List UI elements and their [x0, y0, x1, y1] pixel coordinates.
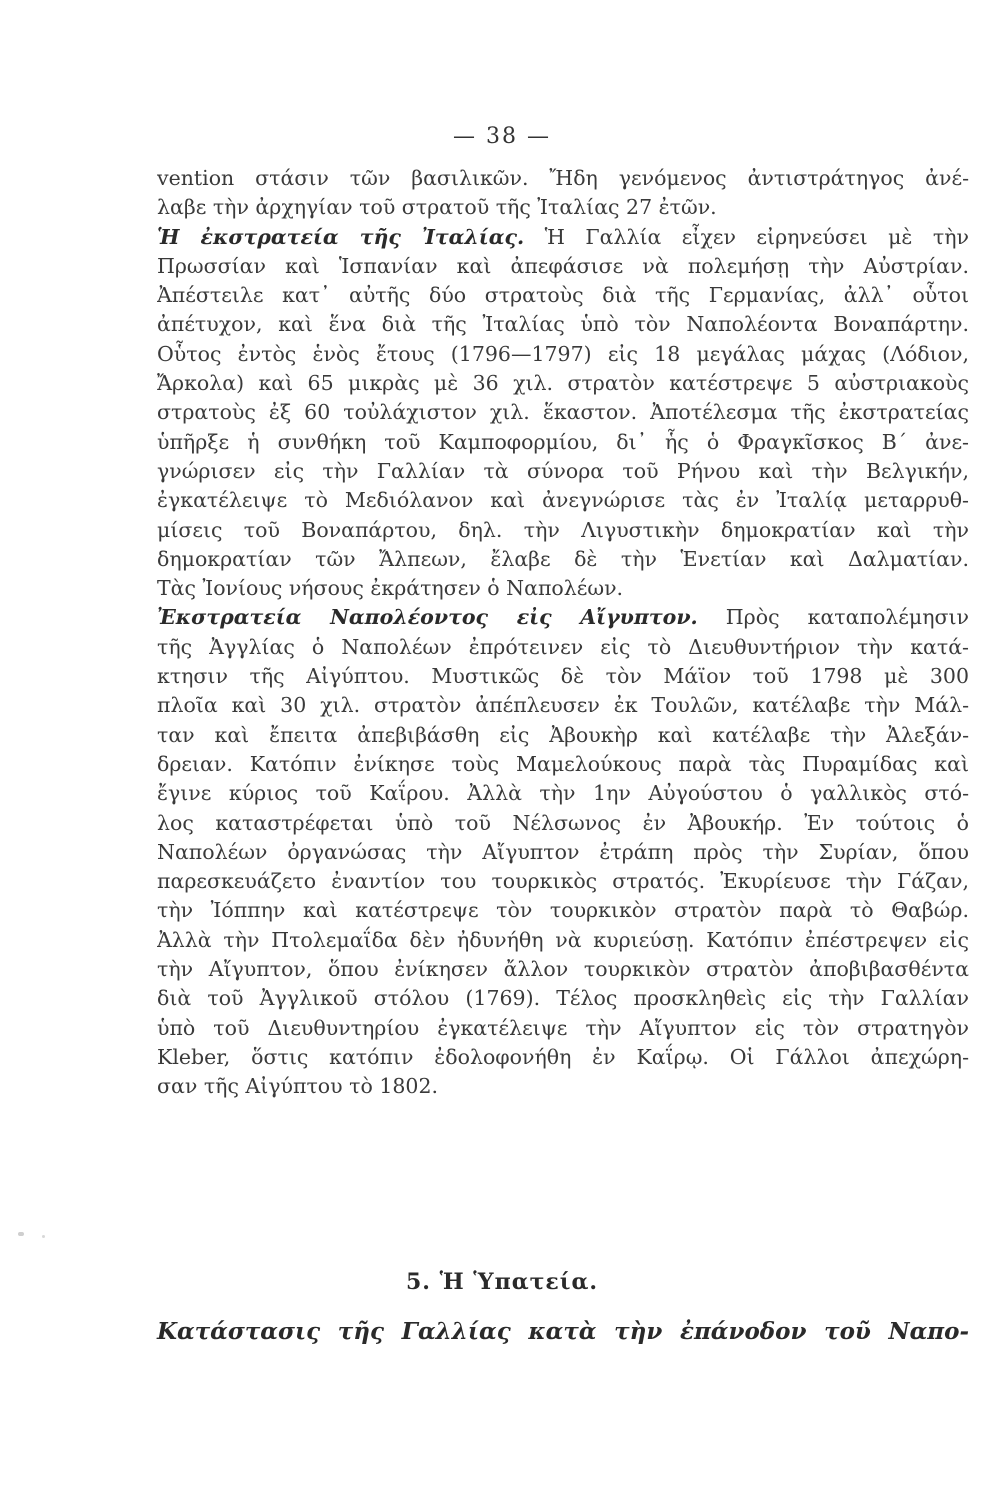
text-line: πλοῖα καὶ 30 χιλ. στρατὸν ἀπέπλευσεν ἐκ Τουλῶν, κατέλαβε τὴν Μάλ-	[157, 693, 969, 718]
text-line: Ἄρκολα) καὶ 65 μικρὰς μὲ 36 χιλ. στρατὸν κατέστρεψε 5 αὐστριακοὺς	[157, 371, 969, 396]
text-line: Kleber, ὅστις κατόπιν ἐδολοφονήθη ἐν Καΐρῳ. Οἱ Γάλλοι ἀπεχώρη-	[157, 1044, 969, 1069]
heading-egypt-campaign: Ἐκστρατεία Ναπολέοντος εἰς Αἴγυπτον.	[157, 605, 698, 630]
text-line: ἐγκατέλειψε τὸ Μεδιόλανον καὶ ἀνεγνώρισε τὰς ἐν Ἰταλίᾳ μεταρρυθ-	[157, 488, 969, 513]
text-line: ἔγινε κύριος τοῦ Καΐρου. Ἀλλὰ τὴν 1ην Αὐγούστου ὁ γαλλικὸς στό-	[157, 781, 969, 806]
text-segment: Πρὸς καταπολέμησιν	[725, 605, 969, 630]
text-line: Πρωσσίαν καὶ Ἱσπανίαν καὶ ἀπεφάσισε νὰ πολεμήσῃ τὴν Αὐστρίαν.	[157, 253, 969, 278]
text-line: κτησιν τῆς Αἰγύπτου. Μυστικῶς δὲ τὸν Μάϊον τοῦ 1798 μὲ 300	[157, 664, 969, 689]
text-line: Ναπολέων ὀργανώσας τὴν Αἴγυπτον ἐτράπη πρὸς τὴν Συρίαν, ὅπου	[157, 839, 969, 864]
section-title: 5. Ἡ Ὑπατεία.	[405, 1269, 599, 1295]
text-line: διὰ τοῦ Ἀγγλικοῦ στόλου (1769). Τέλος προσκληθεὶς εἰς τὴν Γαλλίαν	[157, 986, 969, 1011]
text-line: Τὰς Ἰονίους νήσους ἐκράτησεν ὁ Ναπολέων.	[157, 576, 624, 601]
text-line: Ἀλλὰ τὴν Πτολεμαΐδα δὲν ἠδυνήθη νὰ κυριεύσῃ. Κατόπιν ἐπέστρεψεν εἰς	[157, 927, 969, 952]
text-line: στρατοὺς ἐξ 60 τοὐλάχιστον χιλ. ἕκαστον. Ἀποτέλεσμα τῆς ἐκστρατείας	[157, 400, 969, 425]
text-line: τὴν Ἰόππην καὶ κατέστρεψε τὸν τουρκικὸν στρατὸν παρὰ τὸ Θαβώρ.	[157, 898, 969, 923]
text-line: Οὗτος ἐντὸς ἑνὸς ἔτους (1796—1797) εἰς 18 μεγάλας μάχας (Λόδιον,	[157, 341, 969, 366]
scan-speck	[42, 1235, 45, 1238]
body-text	[157, 164, 969, 1102]
paragraph-first-line	[157, 603, 969, 632]
paragraph-first-line	[157, 223, 969, 252]
scan-speck	[18, 1232, 24, 1236]
text-line: γνώρισεν εἰς τὴν Γαλλίαν τὰ σύνορα τοῦ Ρήνου καὶ τὴν Βελγικήν,	[157, 458, 969, 483]
text-line: ὑπῆρξε ἡ συνθήκη τοῦ Καμποφορμίου, δι᾽ ἧς ὁ Φραγκῖσκος Β´ ἀνε-	[157, 429, 969, 454]
text-line: δρειαν. Κατόπιν ἐνίκησε τοὺς Μαμελούκους παρὰ τὰς Πυραμίδας καὶ	[157, 751, 969, 776]
text-line: Ἀπέστειλε κατ᾽ αὐτῆς δύο στρατοὺς διὰ τῆς Γερμανίας, ἀλλ᾽ οὗτοι	[157, 283, 969, 308]
text-line: δημοκρατίαν τῶν Ἄλπεων, ἔλαβε δὲ τὴν Ἑνετίαν καὶ Δαλματίαν.	[157, 546, 969, 571]
subsection-title: Κατάστασις τῆς Γαλλίας κατὰ τὴν ἐπάνοδον τοῦ Ναπο-	[157, 1318, 969, 1345]
text-segment: Ἡ Γαλλία εἶχεν εἰρηνεύσει μὲ τὴν	[544, 224, 969, 249]
text-line: ἀπέτυχον, καὶ ἕνα διὰ τῆς Ἰταλίας ὑπὸ τὸν Ναπολέοντα Βοναπάρτην.	[157, 312, 969, 337]
page-number: — 38 —	[453, 124, 551, 149]
text-line: ταν καὶ ἔπειτα ἀπεβιβάσθη εἰς Ἀβουκὴρ καὶ κατέλαβε τὴν Ἀλεξάν-	[157, 722, 969, 747]
text-line: σαν τῆς Αἰγύπτου τὸ 1802.	[157, 1074, 439, 1099]
text-line: τὴν Αἴγυπτον, ὅπου ἐνίκησεν ἄλλον τουρκικὸν στρατὸν ἀποβιβασθέντα	[157, 957, 969, 982]
text-line: vention στάσιν τῶν βασιλικῶν. Ἤδη γενόμενος ἀντιστράτηγος ἀνέ-	[157, 166, 969, 190]
text-line: λαβε τὴν ἀρχηγίαν τοῦ στρατοῦ τῆς Ἰταλίας 27 ἐτῶν.	[157, 195, 717, 220]
text-line: ὑπὸ τοῦ Διευθυντηρίου ἐγκατέλειψε τὴν Αἴγυπτον εἰς τὸν στρατηγὸν	[157, 1015, 969, 1040]
text-line: τῆς Ἀγγλίας ὁ Ναπολέων ἐπρότεινεν εἰς τὸ Διευθυντήριον τὴν κατά-	[157, 634, 969, 659]
text-line: μίσεις τοῦ Βοναπάρτου, δηλ. τὴν Λιγυστικὴν δημοκρατίαν καὶ τὴν	[157, 517, 969, 542]
text-line: παρεσκευάζετο ἐναντίον του τουρκικὸς στρατός. Ἐκυρίευσε τὴν Γάζαν,	[157, 869, 969, 894]
text-line: λος καταστρέφεται ὑπὸ τοῦ Νέλσωνος ἐν Ἀβουκήρ. Ἐν τούτοις ὁ	[157, 810, 969, 835]
heading-italy-campaign: Ἡ ἐκστρατεία τῆς Ἰταλίας.	[157, 224, 525, 249]
